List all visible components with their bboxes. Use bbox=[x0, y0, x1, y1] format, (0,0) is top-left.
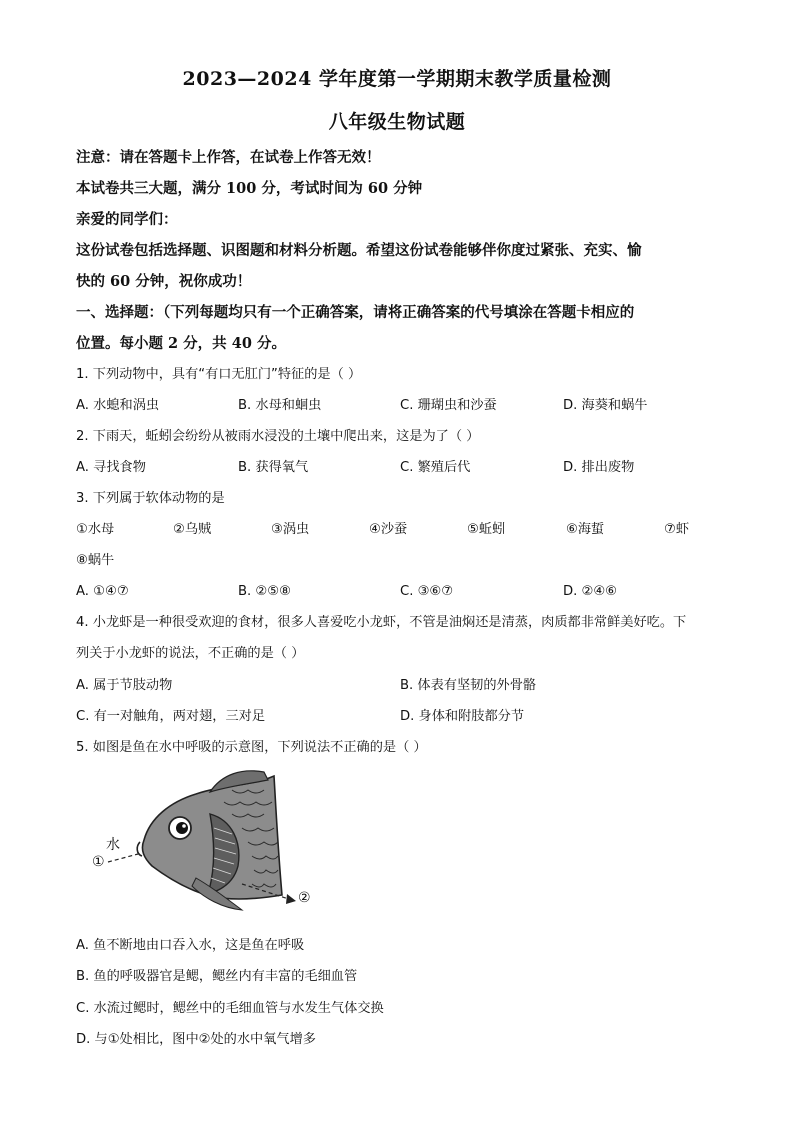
exam-info-text: 本试卷共三大题，满分 100 分，考试时间为 60 分钟 bbox=[76, 180, 423, 197]
question-2-stem: 2. 下雨天，蚯蚓会纷纷从被雨水浸没的土壤中爬出来，这是为了（ ） bbox=[76, 429, 480, 444]
question-1-option-c: C. 珊瑚虫和沙蚕 bbox=[400, 398, 497, 413]
question-1-stem: 1. 下列动物中，具有“有口无肛门”特征的是（ ） bbox=[76, 367, 362, 382]
question-2-option-c: C. 繁殖后代 bbox=[400, 460, 471, 475]
question-1-option-d: D. 海葵和蜗牛 bbox=[563, 398, 648, 413]
question-2-option-b: B. 获得氧气 bbox=[238, 460, 309, 475]
exam-title: 2023—2024 学年度第一学期期末教学质量检测 bbox=[182, 68, 612, 90]
question-3-option-d: D. ②④⑥ bbox=[563, 584, 618, 599]
message-line-1: 这份试卷包括选择题、识图题和材料分析题。希望这份试卷能够伴你度过紧张、充实、愉 bbox=[76, 242, 642, 259]
question-4-option-c: C. 有一对触角，两对翅，三对足 bbox=[76, 709, 266, 724]
greeting-text: 亲爱的同学们： bbox=[76, 211, 178, 228]
question-3-stem: 3. 下列属于软体动物的是 bbox=[76, 491, 225, 506]
section-heading-line-1: 一、选择题：（下列每题均只有一个正确答案，请将正确答案的代号填涂在答题卡相应的 bbox=[76, 304, 635, 321]
question-2-option-d: D. 排出废物 bbox=[563, 460, 635, 475]
fish-respiration-figure bbox=[92, 770, 322, 915]
question-4-option-b: B. 体表有坚韧的外骨骼 bbox=[400, 678, 537, 693]
section-heading-line-2: 位置。每小题 2 分，共 40 分。 bbox=[76, 335, 286, 352]
point-1-label: ① bbox=[92, 854, 105, 870]
question-3-item: ②乌贼 bbox=[173, 522, 212, 537]
water-label: 水 bbox=[106, 837, 120, 853]
point-2-label: ② bbox=[298, 890, 311, 906]
question-4-stem-line-2: 列关于小龙虾的说法，不正确的是（ ） bbox=[76, 646, 305, 661]
question-4-option-d: D. 身体和附肢都分节 bbox=[400, 709, 525, 724]
question-3-option-a: A. ①④⑦ bbox=[76, 584, 129, 599]
question-5-option-d: D. 与①处相比，图中②处的水中氧气增多 bbox=[76, 1032, 316, 1047]
question-3-item: ①水母 bbox=[76, 522, 115, 537]
notice-text: 注意：请在答题卡上作答，在试卷上作答无效！ bbox=[76, 149, 381, 166]
question-4-stem-line-1: 4. 小龙虾是一种很受欢迎的食材，很多人喜爱吃小龙虾，不管是油焖还是清蒸，肉质都非常鲜美好吃。下 bbox=[76, 615, 687, 630]
fish-head-illustration bbox=[92, 770, 322, 915]
question-5-stem: 5. 如图是鱼在水中呼吸的示意图，下列说法不正确的是（ ） bbox=[76, 740, 427, 755]
message-line-2: 快的 60 分钟，祝你成功！ bbox=[76, 273, 252, 290]
question-4-option-a: A. 属于节肢动物 bbox=[76, 678, 173, 693]
question-3-item: ⑦虾 bbox=[664, 522, 690, 537]
question-5-option-a: A. 鱼不断地由口吞入水，这是鱼在呼吸 bbox=[76, 938, 305, 953]
question-2-option-a: A. 寻找食物 bbox=[76, 460, 146, 475]
question-5-option-c: C. 水流过鳃时，鳃丝中的毛细血管与水发生气体交换 bbox=[76, 1001, 384, 1016]
question-3-item: ⑥海蜇 bbox=[566, 522, 605, 537]
question-1-option-a: A. 水螅和涡虫 bbox=[76, 398, 160, 413]
question-3-item: ④沙蚕 bbox=[369, 522, 408, 537]
question-5-option-b: B. 鱼的呼吸器官是鳃，鳃丝内有丰富的毛细血管 bbox=[76, 969, 358, 984]
question-3-item: ③涡虫 bbox=[271, 522, 310, 537]
question-3-option-c: C. ③⑥⑦ bbox=[400, 584, 454, 599]
question-3-item: ⑧蜗牛 bbox=[76, 553, 115, 568]
question-3-option-b: B. ②⑤⑧ bbox=[238, 584, 291, 599]
question-3-item: ⑤蚯蚓 bbox=[467, 522, 506, 537]
question-1-option-b: B. 水母和蛔虫 bbox=[238, 398, 322, 413]
exam-subtitle: 八年级生物试题 bbox=[328, 111, 466, 133]
